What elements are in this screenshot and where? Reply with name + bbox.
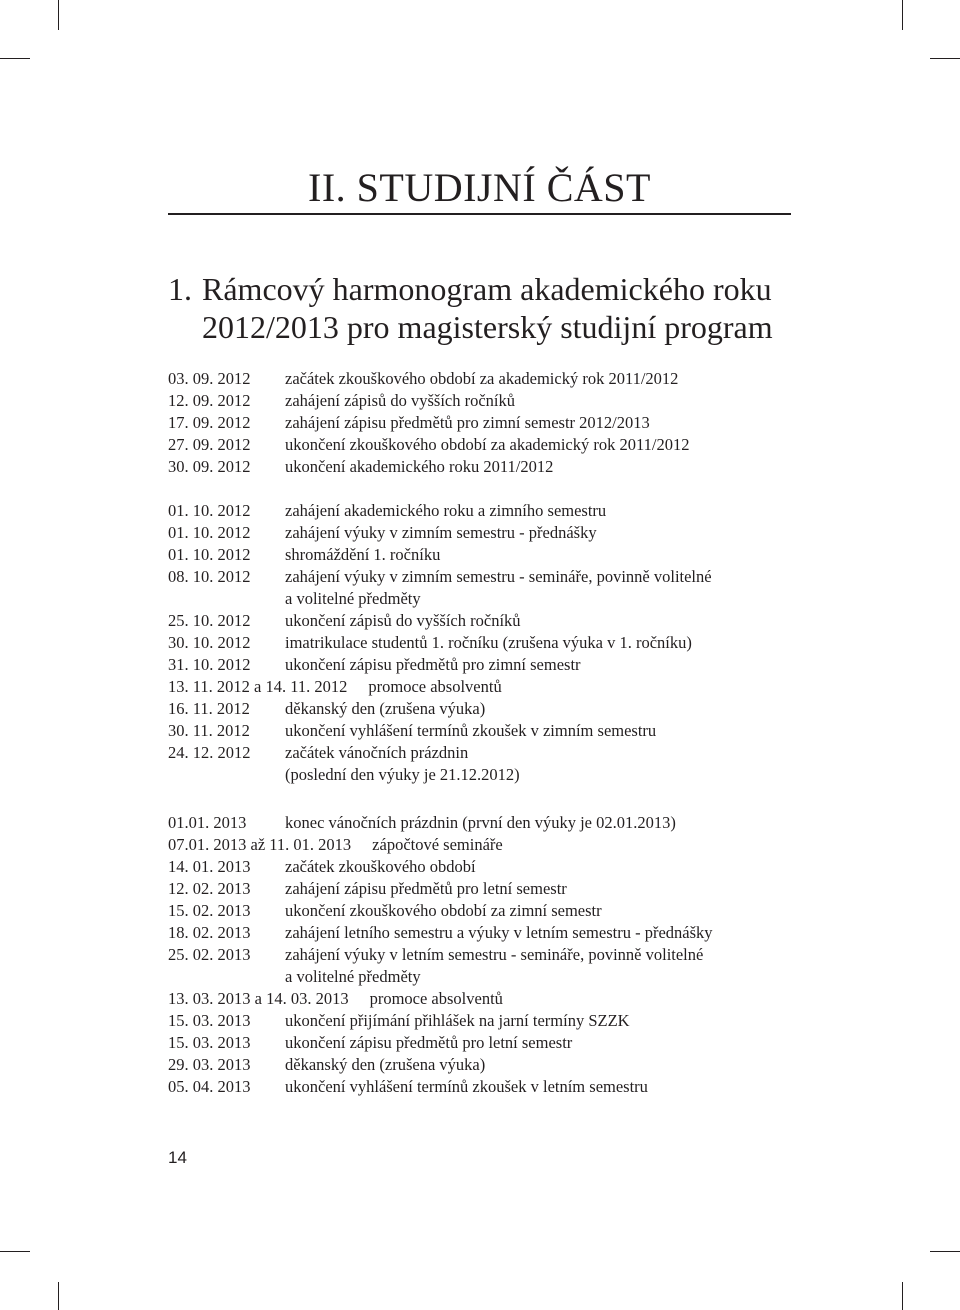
- schedule-date: 05. 04. 2013: [168, 1077, 251, 1096]
- crop-mark: [902, 1282, 903, 1310]
- schedule-event: shromáždění 1. ročníku: [285, 545, 441, 564]
- schedule-event: zahájení zápisů do vyšších ročníků: [285, 391, 516, 410]
- schedule-event: zahájení výuky v letním semestru - semináře, povinně volitelné: [285, 945, 704, 964]
- schedule-event-continuation: (poslední den výuky je 21.12.2012): [285, 765, 520, 784]
- schedule-event: ukončení akademického roku 2011/2012: [285, 457, 554, 476]
- title-rule: [168, 213, 791, 215]
- schedule-date: 18. 02. 2013: [168, 923, 251, 942]
- schedule-event: ukončení zápisu předmětů pro zimní semestr: [285, 655, 581, 674]
- schedule-event: začátek zkouškového období za akademický rok 2011/2012: [285, 369, 679, 388]
- section-title-line-1: Rámcový harmonogram akademického roku: [202, 271, 772, 307]
- crop-mark: [58, 1282, 59, 1310]
- schedule-event: ukončení vyhlášení termínů zkoušek v letním semestru: [285, 1077, 648, 1096]
- schedule-event: děkanský den (zrušena výuka): [285, 1055, 486, 1074]
- schedule-row: [168, 1010, 788, 1032]
- schedule-date: 15. 03. 2013: [168, 1011, 251, 1030]
- schedule-row: [168, 812, 788, 834]
- part-title: II. STUDIJNÍ ČÁST: [308, 165, 651, 210]
- schedule-group-summer-semester: [168, 812, 788, 1098]
- schedule-row: [168, 1032, 788, 1054]
- schedule-event: zahájení zápisu předmětů pro letní semestr: [285, 879, 567, 898]
- crop-mark: [0, 58, 30, 59]
- schedule-date: 01. 10. 2012: [168, 501, 251, 520]
- page-number: 14: [168, 1148, 187, 1167]
- schedule-date: 07.01. 2013 až 11. 01. 2013: [168, 835, 352, 854]
- crop-mark: [930, 58, 960, 59]
- schedule-row: [168, 1054, 788, 1076]
- schedule-row: [168, 390, 788, 412]
- schedule-row: [168, 742, 788, 764]
- schedule-row: [168, 720, 788, 742]
- schedule-event: ukončení vyhlášení termínů zkoušek v zimním semestru: [285, 721, 657, 740]
- schedule-row: [168, 900, 788, 922]
- schedule-row: [168, 368, 788, 390]
- schedule-row: [168, 544, 788, 566]
- schedule-date: 27. 09. 2012: [168, 435, 251, 454]
- schedule-date: 25. 02. 2013: [168, 945, 251, 964]
- crop-mark: [58, 0, 59, 30]
- schedule-row: [168, 834, 788, 856]
- schedule-date: 13. 03. 2013 a 14. 03. 2013: [168, 989, 349, 1008]
- schedule-group-winter-semester: [168, 500, 788, 786]
- schedule-date: 15. 02. 2013: [168, 901, 251, 920]
- schedule-event: zápočtové semináře: [372, 835, 503, 854]
- schedule-row: [168, 412, 788, 434]
- schedule-event: zahájení výuky v zimním semestru - semináře, povinně volitelné: [285, 567, 712, 586]
- schedule-event-continuation: a volitelné předměty: [285, 589, 421, 608]
- crop-mark: [902, 0, 903, 30]
- schedule-row: [168, 434, 788, 456]
- schedule-row: [168, 610, 788, 632]
- schedule-event: zahájení akademického roku a zimního semestru: [285, 501, 607, 520]
- schedule-group-preseason: [168, 368, 788, 478]
- schedule-row: [168, 878, 788, 900]
- schedule-event: začátek zkouškového období: [285, 857, 476, 876]
- schedule-event: zahájení zápisu předmětů pro zimní semestr 2012/2013: [285, 413, 650, 432]
- schedule-date: 17. 09. 2012: [168, 413, 251, 432]
- schedule-date: 24. 12. 2012: [168, 743, 251, 762]
- schedule-date: 01. 10. 2012: [168, 545, 251, 564]
- schedule-row: [168, 944, 788, 966]
- schedule-event: ukončení zkouškového období za akademický rok 2011/2012: [285, 435, 690, 454]
- schedule-date: 13. 11. 2012 a 14. 11. 2012: [168, 677, 348, 696]
- schedule-date: 30. 10. 2012: [168, 633, 251, 652]
- schedule-event: imatrikulace studentů 1. ročníku (zrušena výuka v 1. ročníku): [285, 633, 692, 652]
- schedule-row: [168, 654, 788, 676]
- schedule-row: [168, 456, 788, 478]
- schedule-event: ukončení zápisů do vyšších ročníků: [285, 611, 521, 630]
- schedule-row: [168, 922, 788, 944]
- schedule-date: 03. 09. 2012: [168, 369, 251, 388]
- schedule-date: 30. 11. 2012: [168, 721, 250, 740]
- crop-mark: [930, 1251, 960, 1252]
- schedule-row: [168, 856, 788, 878]
- schedule-date: 01. 10. 2012: [168, 523, 251, 542]
- schedule-date: 31. 10. 2012: [168, 655, 251, 674]
- schedule-event: zahájení letního semestru a výuky v letním semestru - přednášky: [285, 923, 713, 942]
- schedule-row: [168, 988, 788, 1010]
- schedule-event: ukončení zkouškového období za zimní semestr: [285, 901, 602, 920]
- schedule-row: [168, 698, 788, 720]
- schedule-event: zahájení výuky v zimním semestru - přednášky: [285, 523, 597, 542]
- schedule-event: začátek vánočních prázdnin: [285, 743, 469, 762]
- section-heading: [168, 270, 773, 346]
- schedule-row: [168, 632, 788, 654]
- schedule-date: 12. 09. 2012: [168, 391, 251, 410]
- schedule-event: promoce absolventů: [368, 677, 502, 696]
- crop-mark: [0, 1251, 30, 1252]
- section-title-line-2: 2012/2013 pro magisterský studijní program: [202, 309, 773, 345]
- schedule-event: ukončení přijímání přihlášek na jarní termíny SZZK: [285, 1011, 630, 1030]
- schedule-date: 29. 03. 2013: [168, 1055, 251, 1074]
- schedule-event: konec vánočních prázdnin (první den výuky je 02.01.2013): [285, 813, 676, 832]
- schedule-row: [168, 566, 788, 588]
- schedule-date: 14. 01. 2013: [168, 857, 251, 876]
- schedule-date: 25. 10. 2012: [168, 611, 251, 630]
- schedule-date: 30. 09. 2012: [168, 457, 251, 476]
- schedule-event: ukončení zápisu předmětů pro letní semestr: [285, 1033, 573, 1052]
- schedule-date: 01.01. 2013: [168, 813, 247, 832]
- schedule-event: děkanský den (zrušena výuka): [285, 699, 486, 718]
- section-number: 1.: [168, 271, 192, 307]
- schedule-event-continuation: a volitelné předměty: [285, 967, 421, 986]
- schedule-row: [168, 1076, 788, 1098]
- schedule-date: 12. 02. 2013: [168, 879, 251, 898]
- schedule-date: 15. 03. 2013: [168, 1033, 251, 1052]
- schedule-row: [168, 522, 788, 544]
- schedule-date: 16. 11. 2012: [168, 699, 250, 718]
- schedule-event: promoce absolventů: [369, 989, 503, 1008]
- schedule-row: [168, 500, 788, 522]
- schedule-date: 08. 10. 2012: [168, 567, 251, 586]
- schedule-row: [168, 676, 788, 698]
